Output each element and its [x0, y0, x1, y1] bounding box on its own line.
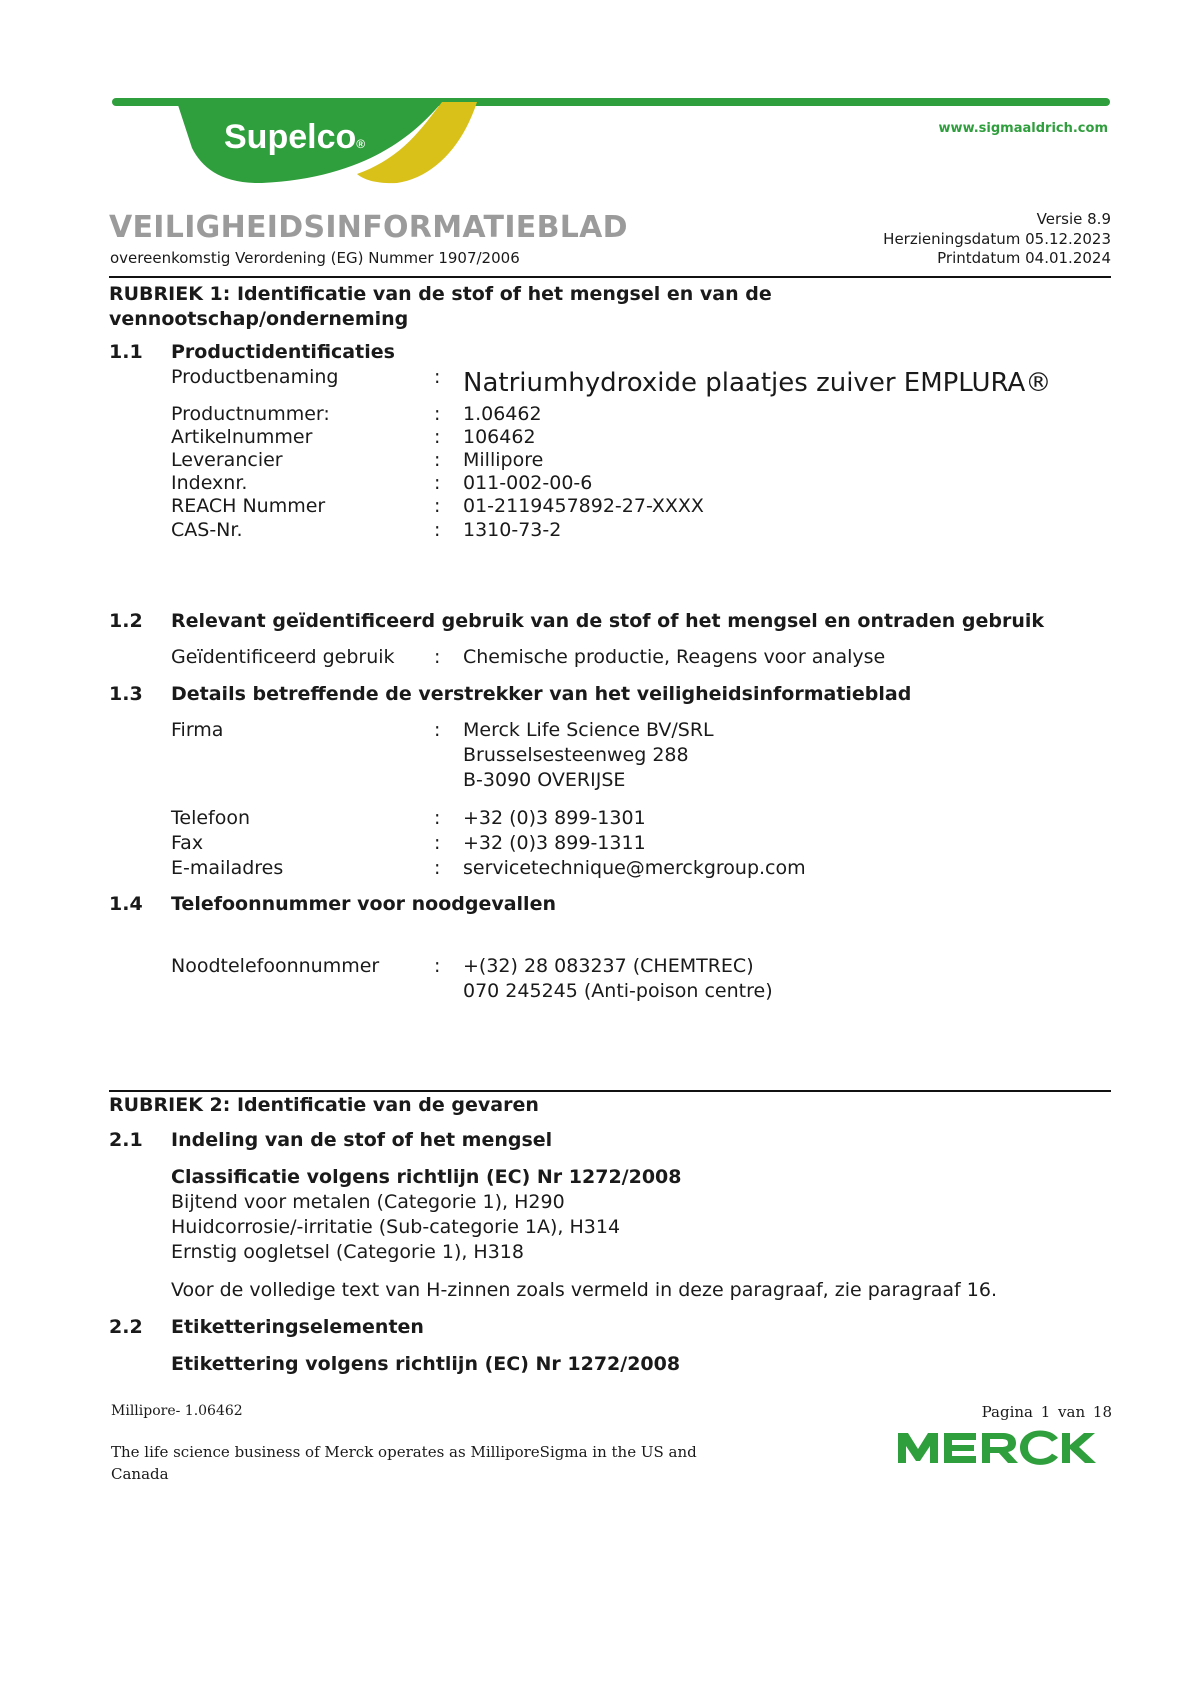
identifier-label: Leverancier	[171, 449, 283, 471]
email-label: E-mailadres	[171, 857, 284, 879]
section-number-2-1: 2.1	[109, 1129, 143, 1151]
merck-logo	[894, 1427, 1114, 1467]
revision-date: Herzieningsdatum 05.12.2023	[883, 230, 1111, 248]
footer-product-ref: Millipore- 1.06462	[111, 1403, 243, 1419]
colon: :	[434, 857, 441, 879]
firma-city: B-3090 OVERIJSE	[463, 769, 626, 791]
section-number-2-2: 2.2	[109, 1316, 143, 1338]
colon: :	[434, 495, 441, 517]
product-name: Natriumhydroxide plaatjes zuiver EMPLURA®	[463, 368, 1052, 398]
section-number-1-2: 1.2	[109, 610, 143, 632]
section-title-1-1: Productidentificaties	[171, 341, 395, 363]
colon: :	[434, 472, 441, 494]
colon: :	[434, 366, 441, 388]
fax-number: +32 (0)3 899-1311	[463, 832, 646, 854]
colon: :	[434, 426, 441, 448]
brand-name: Supelco®	[224, 118, 366, 156]
colon: :	[434, 719, 441, 741]
identified-use: Chemische productie, Reagens voor analyse	[463, 646, 886, 668]
email-address[interactable]: servicetechnique@merckgroup.com	[463, 857, 806, 879]
emergency-phone-label: Noodtelefoonnummer	[171, 955, 380, 977]
section-title-1-4: Telefoonnummer voor noodgevallen	[171, 893, 556, 915]
colon: :	[434, 519, 441, 541]
identifier-label: Artikelnummer	[171, 426, 313, 448]
firma-label: Firma	[171, 719, 224, 741]
section-number-1-4: 1.4	[109, 893, 143, 915]
hazard-line: Ernstig oogletsel (Categorie 1), H318	[171, 1241, 524, 1263]
section-title-2-1: Indeling van de stof of het mengsel	[171, 1129, 553, 1151]
page-number: Pagina 1 van 18	[981, 1403, 1112, 1421]
identifier-value: 1310-73-2	[463, 519, 562, 541]
document-title: VEILIGHEIDSINFORMATIEBLAD	[109, 210, 628, 245]
identified-use-label: Geïdentificeerd gebruik	[171, 646, 395, 668]
hazard-line: Bijtend voor metalen (Categorie 1), H290	[171, 1191, 565, 1213]
section-number-1-3: 1.3	[109, 683, 143, 705]
phone-number[interactable]: +32 (0)3 899-1301	[463, 807, 646, 829]
section-title-1-2: Relevant geïdentificeerd gebruik van de stof of het mengsel en ontraden gebruik	[171, 610, 1044, 632]
section-title-1-3: Details betreffende de verstrekker van het veiligheidsinformatieblad	[171, 683, 912, 705]
identifier-value: Millipore	[463, 449, 544, 471]
identifier-value: 1.06462	[463, 403, 542, 425]
identifier-label: Indexnr.	[171, 472, 248, 494]
emergency-phone-2[interactable]: 070 245245 (Anti-poison centre)	[463, 980, 773, 1002]
colon: :	[434, 403, 441, 425]
classification-heading: Classificatie volgens richtlijn (EC) Nr 1272/2008	[171, 1166, 682, 1188]
print-date: Printdatum 04.01.2024	[937, 249, 1111, 267]
document-subtitle: overeenkomstig Verordening (EG) Nummer 1907/2006	[110, 249, 520, 267]
phone-label: Telefoon	[171, 807, 251, 829]
section-divider	[109, 276, 1111, 278]
colon: :	[434, 832, 441, 854]
colon: :	[434, 449, 441, 471]
product-name-label: Productbenaming	[171, 366, 339, 388]
version: Versie 8.9	[1036, 210, 1111, 228]
disclaimer-line-2: Canada	[111, 1465, 169, 1483]
colon: :	[434, 646, 441, 668]
website-url[interactable]: www.sigmaaldrich.com	[938, 121, 1108, 136]
hazard-line: Huidcorrosie/-irritatie (Sub-categorie 1A), H314	[171, 1216, 621, 1238]
section-title-2-2: Etiketteringselementen	[171, 1316, 424, 1338]
identifier-value: 011-002-00-6	[463, 472, 593, 494]
h-phrases-note: Voor de volledige text van H-zinnen zoals vermeld in deze paragraaf, zie paragraaf 16.	[171, 1279, 997, 1301]
labelling-heading: Etikettering volgens richtlijn (EC) Nr 1272/2008	[171, 1353, 681, 1375]
disclaimer-line-1: The life science business of Merck operates as MilliporeSigma in the US and	[111, 1443, 697, 1461]
firma-street: Brusselsesteenweg 288	[463, 744, 689, 766]
emergency-phone-1[interactable]: +(32) 28 083237 (CHEMTREC)	[463, 955, 754, 977]
identifier-label: CAS-Nr.	[171, 519, 243, 541]
identifier-value: 01-2119457892-27-XXXX	[463, 495, 704, 517]
identifier-label: Productnummer:	[171, 403, 330, 425]
colon: :	[434, 955, 441, 977]
identifier-label: REACH Nummer	[171, 495, 326, 517]
section-number-1-1: 1.1	[109, 341, 143, 363]
fax-label: Fax	[171, 832, 204, 854]
colon: :	[434, 807, 441, 829]
rubriek-1-title: RUBRIEK 1: Identificatie van de stof of het mengsel en van de vennootschap/onderneming	[109, 283, 772, 330]
identifier-value: 106462	[463, 426, 536, 448]
firma-name: Merck Life Science BV/SRL	[463, 719, 714, 741]
rubriek-2-title: RUBRIEK 2: Identificatie van de gevaren	[109, 1094, 539, 1116]
